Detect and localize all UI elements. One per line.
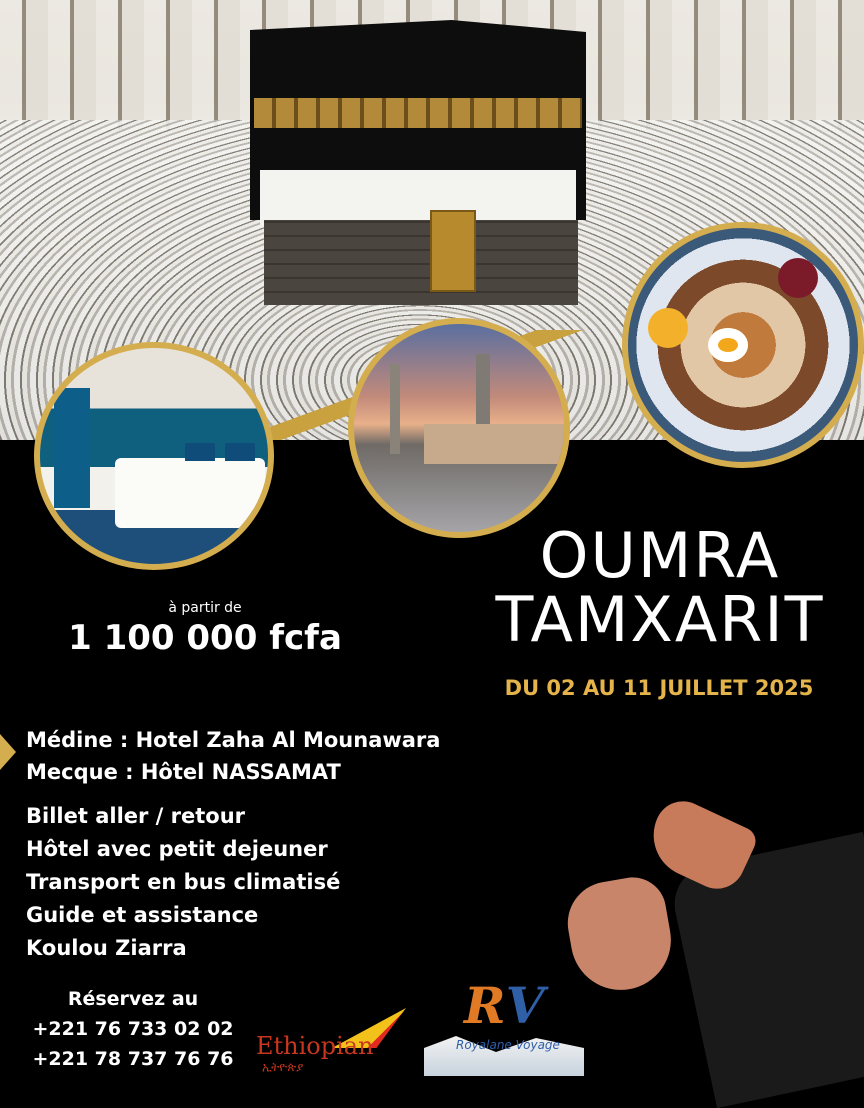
hotel-mecque: Mecque : Hôtel NASSAMAT	[26, 760, 341, 784]
price: 1 100 000 fcfa	[68, 618, 342, 658]
ethiopian-airlines-logo	[252, 1006, 412, 1076]
title-tamxarit: TAMXARIT	[495, 583, 825, 656]
agency-logo	[424, 976, 584, 1076]
hotel-medine: Médine : Hotel Zaha Al Mounawara	[26, 728, 441, 752]
title-oumra: OUMRA	[539, 519, 781, 592]
feature-item: Hôtel avec petit dejeuner	[26, 837, 328, 861]
kaaba-door	[430, 210, 476, 292]
agency-monogram: RV	[464, 976, 545, 1035]
feature-item: Guide et assistance	[26, 903, 259, 927]
phone-number: +221 78 737 76 76	[32, 1048, 234, 1070]
hotel-room-photo	[34, 342, 274, 570]
feature-item: Billet aller / retour	[26, 804, 246, 828]
trip-dates: DU 02 AU 11 JUILLET 2025	[504, 676, 814, 700]
kiswah-gold-band	[254, 98, 582, 128]
airline-script: ኢትዮጵያ	[262, 1060, 304, 1074]
phone-number: +221 76 733 02 02	[32, 1018, 234, 1040]
contact-label: Réservez au	[67, 988, 199, 1010]
breakfast-photo	[622, 222, 864, 468]
airline-name: Ethiopian	[256, 1032, 374, 1060]
agency-name: Royalane Voyage	[456, 1038, 560, 1052]
feature-item: Transport en bus climatisé	[26, 870, 341, 894]
hotels-list	[26, 724, 440, 788]
features-list	[26, 800, 340, 965]
medina-mosque-photo	[348, 318, 570, 538]
contact-block	[18, 984, 248, 1074]
price-prefix: à partir de	[168, 600, 242, 616]
feature-item: Koulou Ziarra	[26, 936, 187, 960]
gold-arrow-icon	[0, 734, 16, 770]
praying-hands-photo	[560, 790, 864, 1080]
kaaba	[250, 20, 586, 300]
